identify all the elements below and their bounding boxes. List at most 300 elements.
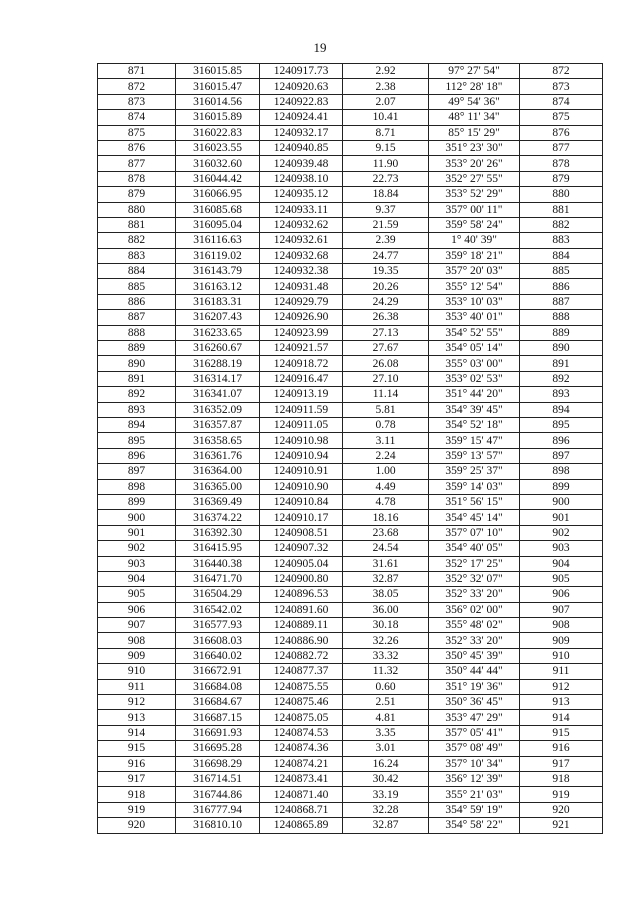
x-coordinate-cell: 316365.00	[176, 479, 260, 494]
y-coordinate-cell: 1240865.89	[260, 818, 343, 833]
direction-angle-cell: 354° 59' 19"	[429, 802, 520, 817]
direction-angle-cell: 354° 45' 14"	[429, 510, 520, 525]
point-number-cell: 897	[98, 464, 176, 479]
point-number-cell: 872	[98, 79, 176, 94]
table-row	[98, 264, 603, 279]
table-row	[98, 494, 603, 509]
next-point-number-cell: 913	[520, 695, 603, 710]
point-number-cell: 903	[98, 556, 176, 571]
y-coordinate-cell: 1240924.41	[260, 110, 343, 125]
point-number-cell: 919	[98, 802, 176, 817]
point-number-cell: 882	[98, 233, 176, 248]
x-coordinate-cell: 316260.67	[176, 341, 260, 356]
point-number-cell: 908	[98, 633, 176, 648]
y-coordinate-cell: 1240932.62	[260, 217, 343, 232]
y-coordinate-cell: 1240920.63	[260, 79, 343, 94]
distance-cell: 32.87	[343, 571, 429, 586]
next-point-number-cell: 906	[520, 587, 603, 602]
x-coordinate-cell: 316672.91	[176, 664, 260, 679]
next-point-number-cell: 873	[520, 79, 603, 94]
point-number-cell: 887	[98, 310, 176, 325]
direction-angle-cell: 352° 32' 07"	[429, 571, 520, 586]
y-coordinate-cell: 1240916.47	[260, 371, 343, 386]
distance-cell: 3.35	[343, 725, 429, 740]
distance-cell: 9.15	[343, 140, 429, 155]
x-coordinate-cell: 316066.95	[176, 187, 260, 202]
y-coordinate-cell: 1240874.53	[260, 725, 343, 740]
point-number-cell: 905	[98, 587, 176, 602]
x-coordinate-cell: 316687.15	[176, 710, 260, 725]
table-row	[98, 325, 603, 340]
x-coordinate-cell: 316032.60	[176, 156, 260, 171]
next-point-number-cell: 897	[520, 448, 603, 463]
table-row	[98, 587, 603, 602]
table-row	[98, 510, 603, 525]
distance-cell: 16.24	[343, 756, 429, 771]
y-coordinate-cell: 1240913.19	[260, 387, 343, 402]
direction-angle-cell: 354° 52' 18"	[429, 417, 520, 432]
table-row	[98, 633, 603, 648]
x-coordinate-cell: 316358.65	[176, 433, 260, 448]
y-coordinate-cell: 1240917.73	[260, 64, 343, 79]
x-coordinate-cell: 316364.00	[176, 464, 260, 479]
y-coordinate-cell: 1240910.90	[260, 479, 343, 494]
next-point-number-cell: 914	[520, 710, 603, 725]
x-coordinate-cell: 316684.08	[176, 679, 260, 694]
next-point-number-cell: 919	[520, 787, 603, 802]
y-coordinate-cell: 1240882.72	[260, 648, 343, 663]
y-coordinate-cell: 1240891.60	[260, 602, 343, 617]
point-number-cell: 907	[98, 618, 176, 633]
y-coordinate-cell: 1240931.48	[260, 279, 343, 294]
distance-cell: 19.35	[343, 264, 429, 279]
table-row	[98, 648, 603, 663]
distance-cell: 26.08	[343, 356, 429, 371]
point-number-cell: 884	[98, 264, 176, 279]
table-row	[98, 187, 603, 202]
point-number-cell: 878	[98, 171, 176, 186]
x-coordinate-cell: 316542.02	[176, 602, 260, 617]
point-number-cell: 871	[98, 64, 176, 79]
direction-angle-cell: 350° 45' 39"	[429, 648, 520, 663]
next-point-number-cell: 915	[520, 725, 603, 740]
direction-angle-cell: 353° 10' 03"	[429, 294, 520, 309]
direction-angle-cell: 354° 05' 14"	[429, 341, 520, 356]
distance-cell: 5.81	[343, 402, 429, 417]
next-point-number-cell: 887	[520, 294, 603, 309]
distance-cell: 11.32	[343, 664, 429, 679]
distance-cell: 38.05	[343, 587, 429, 602]
point-number-cell: 920	[98, 818, 176, 833]
x-coordinate-cell: 316744.86	[176, 787, 260, 802]
next-point-number-cell: 900	[520, 494, 603, 509]
direction-angle-cell: 353° 47' 29"	[429, 710, 520, 725]
table-row	[98, 741, 603, 756]
direction-angle-cell: 350° 36' 45"	[429, 695, 520, 710]
x-coordinate-cell: 316415.95	[176, 541, 260, 556]
point-number-cell: 899	[98, 494, 176, 509]
next-point-number-cell: 879	[520, 171, 603, 186]
direction-angle-cell: 359° 14' 03"	[429, 479, 520, 494]
x-coordinate-cell: 316233.65	[176, 325, 260, 340]
distance-cell: 27.10	[343, 371, 429, 386]
next-point-number-cell: 875	[520, 110, 603, 125]
next-point-number-cell: 898	[520, 464, 603, 479]
direction-angle-cell: 49° 54' 36"	[429, 94, 520, 109]
direction-angle-cell: 350° 44' 44"	[429, 664, 520, 679]
y-coordinate-cell: 1240877.37	[260, 664, 343, 679]
point-number-cell: 888	[98, 325, 176, 340]
distance-cell: 11.90	[343, 156, 429, 171]
direction-angle-cell: 97° 27' 54"	[429, 64, 520, 79]
table-row	[98, 556, 603, 571]
next-point-number-cell: 903	[520, 541, 603, 556]
y-coordinate-cell: 1240923.99	[260, 325, 343, 340]
point-number-cell: 901	[98, 525, 176, 540]
next-point-number-cell: 905	[520, 571, 603, 586]
y-coordinate-cell: 1240910.98	[260, 433, 343, 448]
distance-cell: 27.67	[343, 341, 429, 356]
next-point-number-cell: 888	[520, 310, 603, 325]
point-number-cell: 918	[98, 787, 176, 802]
y-coordinate-cell: 1240871.40	[260, 787, 343, 802]
table-row	[98, 571, 603, 586]
x-coordinate-cell: 316288.19	[176, 356, 260, 371]
x-coordinate-cell: 316695.28	[176, 741, 260, 756]
distance-cell: 22.73	[343, 171, 429, 186]
direction-angle-cell: 357° 08' 49"	[429, 741, 520, 756]
distance-cell: 18.84	[343, 187, 429, 202]
next-point-number-cell: 876	[520, 125, 603, 140]
y-coordinate-cell: 1240875.05	[260, 710, 343, 725]
table-row	[98, 479, 603, 494]
table-row	[98, 248, 603, 263]
x-coordinate-cell: 316023.55	[176, 140, 260, 155]
direction-angle-cell: 351° 56' 15"	[429, 494, 520, 509]
point-number-cell: 894	[98, 417, 176, 432]
table-row	[98, 64, 603, 79]
point-number-cell: 915	[98, 741, 176, 756]
y-coordinate-cell: 1240932.68	[260, 248, 343, 263]
point-number-cell: 914	[98, 725, 176, 740]
y-coordinate-cell: 1240874.36	[260, 741, 343, 756]
table-row	[98, 664, 603, 679]
x-coordinate-cell: 316022.83	[176, 125, 260, 140]
x-coordinate-cell: 316143.79	[176, 264, 260, 279]
point-number-cell: 906	[98, 602, 176, 617]
distance-cell: 18.16	[343, 510, 429, 525]
next-point-number-cell: 877	[520, 140, 603, 155]
x-coordinate-cell: 316207.43	[176, 310, 260, 325]
distance-cell: 0.60	[343, 679, 429, 694]
next-point-number-cell: 894	[520, 402, 603, 417]
y-coordinate-cell: 1240910.94	[260, 448, 343, 463]
point-number-cell: 911	[98, 679, 176, 694]
next-point-number-cell: 886	[520, 279, 603, 294]
point-number-cell: 877	[98, 156, 176, 171]
distance-cell: 1.00	[343, 464, 429, 479]
next-point-number-cell: 921	[520, 818, 603, 833]
next-point-number-cell: 920	[520, 802, 603, 817]
direction-angle-cell: 352° 33' 20"	[429, 587, 520, 602]
y-coordinate-cell: 1240933.11	[260, 202, 343, 217]
table-row	[98, 679, 603, 694]
table-row	[98, 464, 603, 479]
next-point-number-cell: 891	[520, 356, 603, 371]
table-row	[98, 417, 603, 432]
direction-angle-cell: 351° 44' 20"	[429, 387, 520, 402]
point-number-cell: 874	[98, 110, 176, 125]
next-point-number-cell: 883	[520, 233, 603, 248]
table-row	[98, 233, 603, 248]
point-number-cell: 893	[98, 402, 176, 417]
direction-angle-cell: 357° 10' 34"	[429, 756, 520, 771]
direction-angle-cell: 352° 17' 25"	[429, 556, 520, 571]
y-coordinate-cell: 1240922.83	[260, 94, 343, 109]
distance-cell: 24.29	[343, 294, 429, 309]
direction-angle-cell: 48° 11' 34"	[429, 110, 520, 125]
table-row	[98, 756, 603, 771]
next-point-number-cell: 910	[520, 648, 603, 663]
direction-angle-cell: 353° 52' 29"	[429, 187, 520, 202]
x-coordinate-cell: 316374.22	[176, 510, 260, 525]
next-point-number-cell: 884	[520, 248, 603, 263]
distance-cell: 10.41	[343, 110, 429, 125]
distance-cell: 21.59	[343, 217, 429, 232]
point-number-cell: 875	[98, 125, 176, 140]
x-coordinate-cell: 316116.63	[176, 233, 260, 248]
y-coordinate-cell: 1240889.11	[260, 618, 343, 633]
distance-cell: 4.78	[343, 494, 429, 509]
y-coordinate-cell: 1240896.53	[260, 587, 343, 602]
next-point-number-cell: 890	[520, 341, 603, 356]
x-coordinate-cell: 316504.29	[176, 587, 260, 602]
distance-cell: 32.87	[343, 818, 429, 833]
next-point-number-cell: 911	[520, 664, 603, 679]
direction-angle-cell: 357° 00' 11"	[429, 202, 520, 217]
distance-cell: 2.24	[343, 448, 429, 463]
direction-angle-cell: 354° 58' 22"	[429, 818, 520, 833]
y-coordinate-cell: 1240932.17	[260, 125, 343, 140]
direction-angle-cell: 353° 02' 53"	[429, 371, 520, 386]
direction-angle-cell: 351° 19' 36"	[429, 679, 520, 694]
direction-angle-cell: 352° 33' 20"	[429, 633, 520, 648]
y-coordinate-cell: 1240911.05	[260, 417, 343, 432]
point-number-cell: 910	[98, 664, 176, 679]
point-number-cell: 886	[98, 294, 176, 309]
point-number-cell: 912	[98, 695, 176, 710]
next-point-number-cell: 918	[520, 771, 603, 786]
table-row	[98, 371, 603, 386]
x-coordinate-cell: 316471.70	[176, 571, 260, 586]
point-number-cell: 895	[98, 433, 176, 448]
direction-angle-cell: 112° 28' 18"	[429, 79, 520, 94]
next-point-number-cell: 902	[520, 525, 603, 540]
point-number-cell: 879	[98, 187, 176, 202]
next-point-number-cell: 909	[520, 633, 603, 648]
table-row	[98, 279, 603, 294]
distance-cell: 33.19	[343, 787, 429, 802]
y-coordinate-cell: 1240918.72	[260, 356, 343, 371]
x-coordinate-cell: 316183.31	[176, 294, 260, 309]
x-coordinate-cell: 316714.51	[176, 771, 260, 786]
next-point-number-cell: 882	[520, 217, 603, 232]
distance-cell: 4.49	[343, 479, 429, 494]
direction-angle-cell: 85° 15' 29"	[429, 125, 520, 140]
point-number-cell: 917	[98, 771, 176, 786]
y-coordinate-cell: 1240926.90	[260, 310, 343, 325]
x-coordinate-cell: 316810.10	[176, 818, 260, 833]
y-coordinate-cell: 1240873.41	[260, 771, 343, 786]
point-number-cell: 902	[98, 541, 176, 556]
direction-angle-cell: 359° 58' 24"	[429, 217, 520, 232]
direction-angle-cell: 356° 12' 39"	[429, 771, 520, 786]
next-point-number-cell: 881	[520, 202, 603, 217]
table-row	[98, 294, 603, 309]
y-coordinate-cell: 1240910.17	[260, 510, 343, 525]
table-row	[98, 618, 603, 633]
y-coordinate-cell: 1240938.10	[260, 171, 343, 186]
distance-cell: 8.71	[343, 125, 429, 140]
distance-cell: 32.26	[343, 633, 429, 648]
x-coordinate-cell: 316314.17	[176, 371, 260, 386]
distance-cell: 20.26	[343, 279, 429, 294]
point-number-cell: 898	[98, 479, 176, 494]
x-coordinate-cell: 316640.02	[176, 648, 260, 663]
table-row	[98, 387, 603, 402]
y-coordinate-cell: 1240935.12	[260, 187, 343, 202]
distance-cell: 27.13	[343, 325, 429, 340]
table-row	[98, 140, 603, 155]
table-row	[98, 171, 603, 186]
table-row	[98, 541, 603, 556]
y-coordinate-cell: 1240910.91	[260, 464, 343, 479]
x-coordinate-cell: 316698.29	[176, 756, 260, 771]
y-coordinate-cell: 1240907.32	[260, 541, 343, 556]
y-coordinate-cell: 1240886.90	[260, 633, 343, 648]
point-number-cell: 900	[98, 510, 176, 525]
x-coordinate-cell: 316684.67	[176, 695, 260, 710]
direction-angle-cell: 1° 40' 39"	[429, 233, 520, 248]
next-point-number-cell: 895	[520, 417, 603, 432]
point-number-cell: 892	[98, 387, 176, 402]
direction-angle-cell: 356° 02' 00"	[429, 602, 520, 617]
direction-angle-cell: 351° 23' 30"	[429, 140, 520, 155]
next-point-number-cell: 878	[520, 156, 603, 171]
y-coordinate-cell: 1240932.61	[260, 233, 343, 248]
distance-cell: 2.38	[343, 79, 429, 94]
table-row	[98, 356, 603, 371]
next-point-number-cell: 885	[520, 264, 603, 279]
x-coordinate-cell: 316361.76	[176, 448, 260, 463]
y-coordinate-cell: 1240874.21	[260, 756, 343, 771]
table-body	[98, 64, 603, 834]
direction-angle-cell: 359° 18' 21"	[429, 248, 520, 263]
table-row	[98, 525, 603, 540]
table-row	[98, 402, 603, 417]
next-point-number-cell: 907	[520, 602, 603, 617]
table-row	[98, 771, 603, 786]
next-point-number-cell: 917	[520, 756, 603, 771]
distance-cell: 3.01	[343, 741, 429, 756]
direction-angle-cell: 359° 15' 47"	[429, 433, 520, 448]
x-coordinate-cell: 316608.03	[176, 633, 260, 648]
direction-angle-cell: 359° 13' 57"	[429, 448, 520, 463]
point-number-cell: 909	[98, 648, 176, 663]
point-number-cell: 876	[98, 140, 176, 155]
direction-angle-cell: 357° 05' 41"	[429, 725, 520, 740]
y-coordinate-cell: 1240875.55	[260, 679, 343, 694]
x-coordinate-cell: 316341.07	[176, 387, 260, 402]
x-coordinate-cell: 316095.04	[176, 217, 260, 232]
table-row	[98, 787, 603, 802]
table-row	[98, 341, 603, 356]
table-row	[98, 310, 603, 325]
table-row	[98, 818, 603, 833]
y-coordinate-cell: 1240939.48	[260, 156, 343, 171]
table-row	[98, 202, 603, 217]
direction-angle-cell: 353° 40' 01"	[429, 310, 520, 325]
direction-angle-cell: 357° 07' 10"	[429, 525, 520, 540]
point-number-cell: 913	[98, 710, 176, 725]
direction-angle-cell: 355° 03' 00"	[429, 356, 520, 371]
next-point-number-cell: 916	[520, 741, 603, 756]
x-coordinate-cell: 316577.93	[176, 618, 260, 633]
page-number: 19	[313, 40, 327, 55]
y-coordinate-cell: 1240929.79	[260, 294, 343, 309]
table-row	[98, 125, 603, 140]
direction-angle-cell: 352° 27' 55"	[429, 171, 520, 186]
point-number-cell: 883	[98, 248, 176, 263]
point-number-cell: 885	[98, 279, 176, 294]
table-row	[98, 802, 603, 817]
direction-angle-cell: 353° 20' 26"	[429, 156, 520, 171]
table-row	[98, 602, 603, 617]
table-row	[98, 725, 603, 740]
x-coordinate-cell: 316352.09	[176, 402, 260, 417]
x-coordinate-cell: 316015.47	[176, 79, 260, 94]
table-row	[98, 433, 603, 448]
y-coordinate-cell: 1240940.85	[260, 140, 343, 155]
table-row	[98, 79, 603, 94]
x-coordinate-cell: 316777.94	[176, 802, 260, 817]
direction-angle-cell: 357° 20' 03"	[429, 264, 520, 279]
next-point-number-cell: 899	[520, 479, 603, 494]
direction-angle-cell: 354° 52' 55"	[429, 325, 520, 340]
y-coordinate-cell: 1240910.84	[260, 494, 343, 509]
point-number-cell: 891	[98, 371, 176, 386]
distance-cell: 30.18	[343, 618, 429, 633]
x-coordinate-cell: 316392.30	[176, 525, 260, 540]
x-coordinate-cell: 316369.49	[176, 494, 260, 509]
distance-cell: 32.28	[343, 802, 429, 817]
next-point-number-cell: 893	[520, 387, 603, 402]
y-coordinate-cell: 1240932.38	[260, 264, 343, 279]
distance-cell: 24.54	[343, 541, 429, 556]
x-coordinate-cell: 316357.87	[176, 417, 260, 432]
point-number-cell: 890	[98, 356, 176, 371]
table-row	[98, 448, 603, 463]
table-row	[98, 110, 603, 125]
y-coordinate-cell: 1240905.04	[260, 556, 343, 571]
distance-cell: 11.14	[343, 387, 429, 402]
point-number-cell: 889	[98, 341, 176, 356]
direction-angle-cell: 354° 40' 05"	[429, 541, 520, 556]
distance-cell: 2.39	[343, 233, 429, 248]
distance-cell: 36.00	[343, 602, 429, 617]
x-coordinate-cell: 316015.85	[176, 64, 260, 79]
next-point-number-cell: 880	[520, 187, 603, 202]
